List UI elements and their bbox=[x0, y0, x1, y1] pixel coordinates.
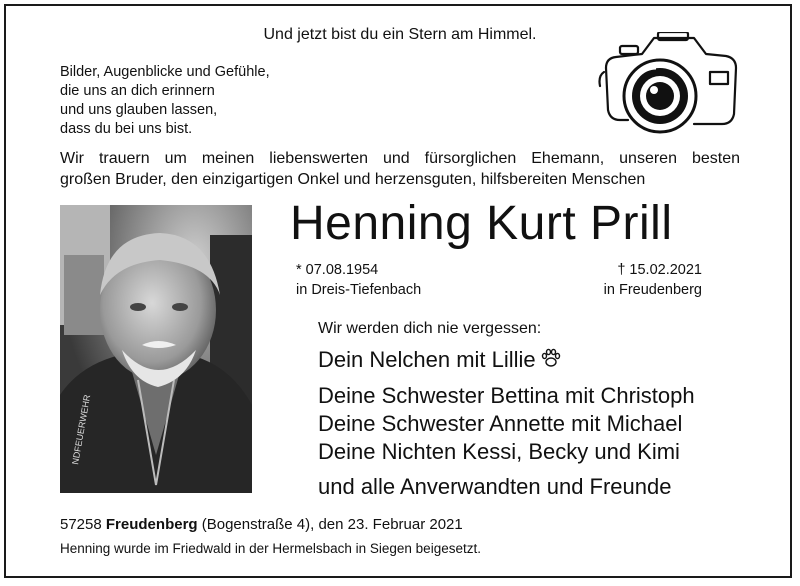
deceased-name: Henning Kurt Prill bbox=[290, 197, 673, 250]
address-date: (Bogenstraße 4), den 23. Februar 2021 bbox=[201, 516, 463, 533]
death-place: in Freudenberg bbox=[603, 282, 702, 298]
footer-location-date bbox=[60, 516, 463, 533]
portrait-photo bbox=[60, 205, 252, 493]
motto: Und jetzt bist du ein Stern am Himmel. bbox=[263, 26, 537, 43]
city: Freudenberg bbox=[105, 516, 198, 533]
never-forget-line: Wir werden dich nie vergessen: bbox=[318, 320, 542, 337]
death-date: † 15.02.2021 bbox=[617, 262, 702, 278]
camera-icon bbox=[598, 32, 744, 136]
family-line: Deine Schwester Annette mit Michael bbox=[318, 411, 683, 436]
intro-text bbox=[60, 148, 740, 190]
paw-icon bbox=[540, 347, 562, 369]
poem-line: die uns an dich erinnern bbox=[60, 83, 215, 99]
family-line: Deine Nichten Kessi, Becky und Kimi bbox=[318, 439, 680, 464]
intro-line: Wir trauern um meinen liebenswerten und fürsorglichen Ehemann, unseren besten bbox=[60, 150, 740, 167]
poem-line: dass du bei uns bist. bbox=[60, 121, 193, 137]
jacket-lettering: NDFEUERWEHR bbox=[70, 393, 93, 466]
family-line: Deine Schwester Bettina mit Christoph bbox=[318, 383, 695, 408]
birth-place: in Dreis-Tiefenbach bbox=[296, 282, 422, 298]
poem-line: Bilder, Augenblicke und Gefühle, bbox=[60, 64, 270, 80]
postcode: 57258 bbox=[60, 516, 102, 533]
poem-line: und uns glauben lassen, bbox=[60, 102, 218, 118]
family-line bbox=[318, 347, 562, 373]
family-name: Dein Nelchen mit Lillie bbox=[318, 347, 536, 372]
burial-note: Henning wurde im Friedwald in der Hermelsbach in Siegen beigesetzt. bbox=[60, 541, 481, 556]
family-line: und alle Anverwandten und Freunde bbox=[318, 474, 672, 499]
birth-date: * 07.08.1954 bbox=[296, 262, 379, 278]
intro-line: großen Bruder, den einzigartigen Onkel und herzensguten, hilfsbereiten Menschen bbox=[60, 171, 646, 188]
poem bbox=[60, 63, 270, 139]
